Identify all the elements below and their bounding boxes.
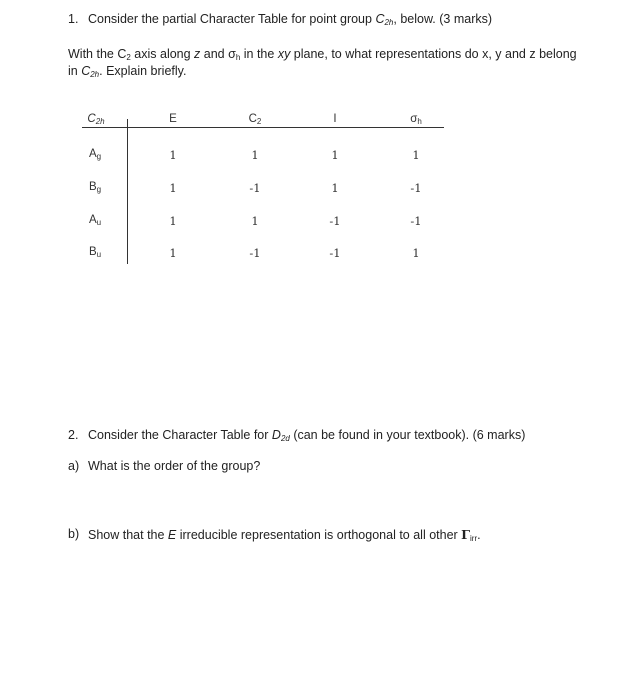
q2b-text-mid: irreducible representation is orthogonal to all other bbox=[176, 528, 462, 542]
header-c2-main: C bbox=[248, 113, 257, 125]
question-2-number: 2. bbox=[68, 428, 79, 442]
q1-group bbox=[375, 12, 393, 26]
table-row-label bbox=[75, 214, 115, 226]
table-row-label bbox=[75, 246, 115, 258]
q1-para-d: in the bbox=[240, 47, 278, 61]
q1-para-sub2: 2 bbox=[126, 53, 131, 62]
q1-text-after: , below. (3 marks) bbox=[393, 12, 493, 26]
table-cell: -1 bbox=[329, 214, 341, 228]
q1-para-z: z bbox=[194, 47, 201, 61]
header-c2-sub: 2 bbox=[256, 117, 262, 126]
row-au-sub: u bbox=[96, 218, 102, 227]
table-cell: 1 bbox=[331, 148, 339, 162]
table-header-rule bbox=[82, 127, 444, 128]
table-header-c2 bbox=[235, 113, 275, 125]
table-row-label bbox=[75, 148, 115, 160]
table-row-label bbox=[75, 181, 115, 193]
q1-para-group-sub: 2h bbox=[90, 70, 100, 79]
q2-group-sub: 2d bbox=[280, 434, 290, 443]
table-cell: 1 bbox=[412, 148, 420, 162]
question-2b-text bbox=[88, 527, 481, 542]
table-corner-label bbox=[76, 113, 116, 125]
q1-para-h: . Explain briefly. bbox=[99, 64, 187, 78]
table-header-e bbox=[153, 113, 193, 125]
q1-para-a: With the C bbox=[68, 47, 127, 61]
header-sigma-main: σ bbox=[410, 113, 418, 125]
table-corner-main: C bbox=[87, 113, 96, 125]
table-cell: 1 bbox=[331, 181, 339, 195]
question-2b-label: b) bbox=[68, 527, 80, 541]
q1-para-b: axis along bbox=[130, 47, 195, 61]
q1-para-subh: h bbox=[235, 53, 241, 62]
question-1-number: 1. bbox=[68, 12, 79, 26]
table-label-rule bbox=[127, 119, 128, 264]
header-sigma-sub: h bbox=[417, 117, 422, 126]
table-cell: 1 bbox=[169, 246, 177, 260]
q1-para-f: in bbox=[68, 64, 82, 78]
table-cell: 1 bbox=[251, 214, 259, 228]
question-2a-text: What is the order of the group? bbox=[88, 459, 261, 473]
row-bg-main: B bbox=[88, 181, 97, 193]
row-ag-sub: g bbox=[96, 152, 102, 161]
table-corner-sub: 2h bbox=[95, 117, 105, 126]
table-cell: -1 bbox=[329, 246, 341, 260]
q1-para-group bbox=[81, 64, 99, 78]
q1-group-sub: 2h bbox=[384, 18, 394, 27]
table-cell: 1 bbox=[251, 148, 259, 162]
table-cell: -1 bbox=[249, 246, 261, 260]
table-cell: 1 bbox=[169, 181, 177, 195]
question-2a-label: a) bbox=[68, 459, 80, 473]
q2-group bbox=[272, 428, 290, 442]
table-cell: 1 bbox=[169, 214, 177, 228]
header-i-main: I bbox=[333, 113, 337, 125]
row-bu-sub: u bbox=[96, 250, 102, 259]
row-au-main: A bbox=[88, 214, 97, 226]
q2-text-before: Consider the Character Table for bbox=[88, 428, 272, 442]
q2b-gamma-sub: irr bbox=[470, 534, 478, 543]
table-cell: -1 bbox=[410, 181, 422, 195]
q1-text-before: Consider the partial Character Table for point group bbox=[88, 12, 376, 26]
q1-para-c: and σ bbox=[200, 47, 236, 61]
table-header-sigma-h bbox=[396, 113, 436, 125]
q1-para-xy: xy bbox=[277, 47, 291, 61]
row-ag-main: A bbox=[88, 148, 97, 160]
row-bu-main: B bbox=[88, 246, 97, 258]
table-cell: -1 bbox=[410, 214, 422, 228]
header-e-main: E bbox=[169, 113, 177, 125]
q2b-text-before: Show that the bbox=[88, 528, 168, 542]
question-1-title bbox=[88, 12, 492, 26]
question-2-title bbox=[88, 428, 525, 442]
q1-para-e: plane, to what representations do x, y and z belong bbox=[290, 47, 577, 61]
question-1-body bbox=[68, 46, 588, 80]
q2-text-after: (can be found in your textbook). (6 marks) bbox=[289, 428, 526, 442]
q1-group-main: C bbox=[375, 12, 385, 26]
q1-para-group-main: C bbox=[81, 64, 91, 78]
q2-group-main: D bbox=[271, 428, 281, 442]
q2b-gamma-symbol: Γ bbox=[461, 527, 471, 542]
table-header-i bbox=[315, 113, 355, 125]
q2b-text-end: . bbox=[477, 528, 481, 542]
table-cell: -1 bbox=[249, 181, 261, 195]
table-cell: 1 bbox=[412, 246, 420, 260]
table-cell: 1 bbox=[169, 148, 177, 162]
q2b-e-symbol: E bbox=[167, 528, 177, 542]
row-bg-sub: g bbox=[96, 185, 102, 194]
